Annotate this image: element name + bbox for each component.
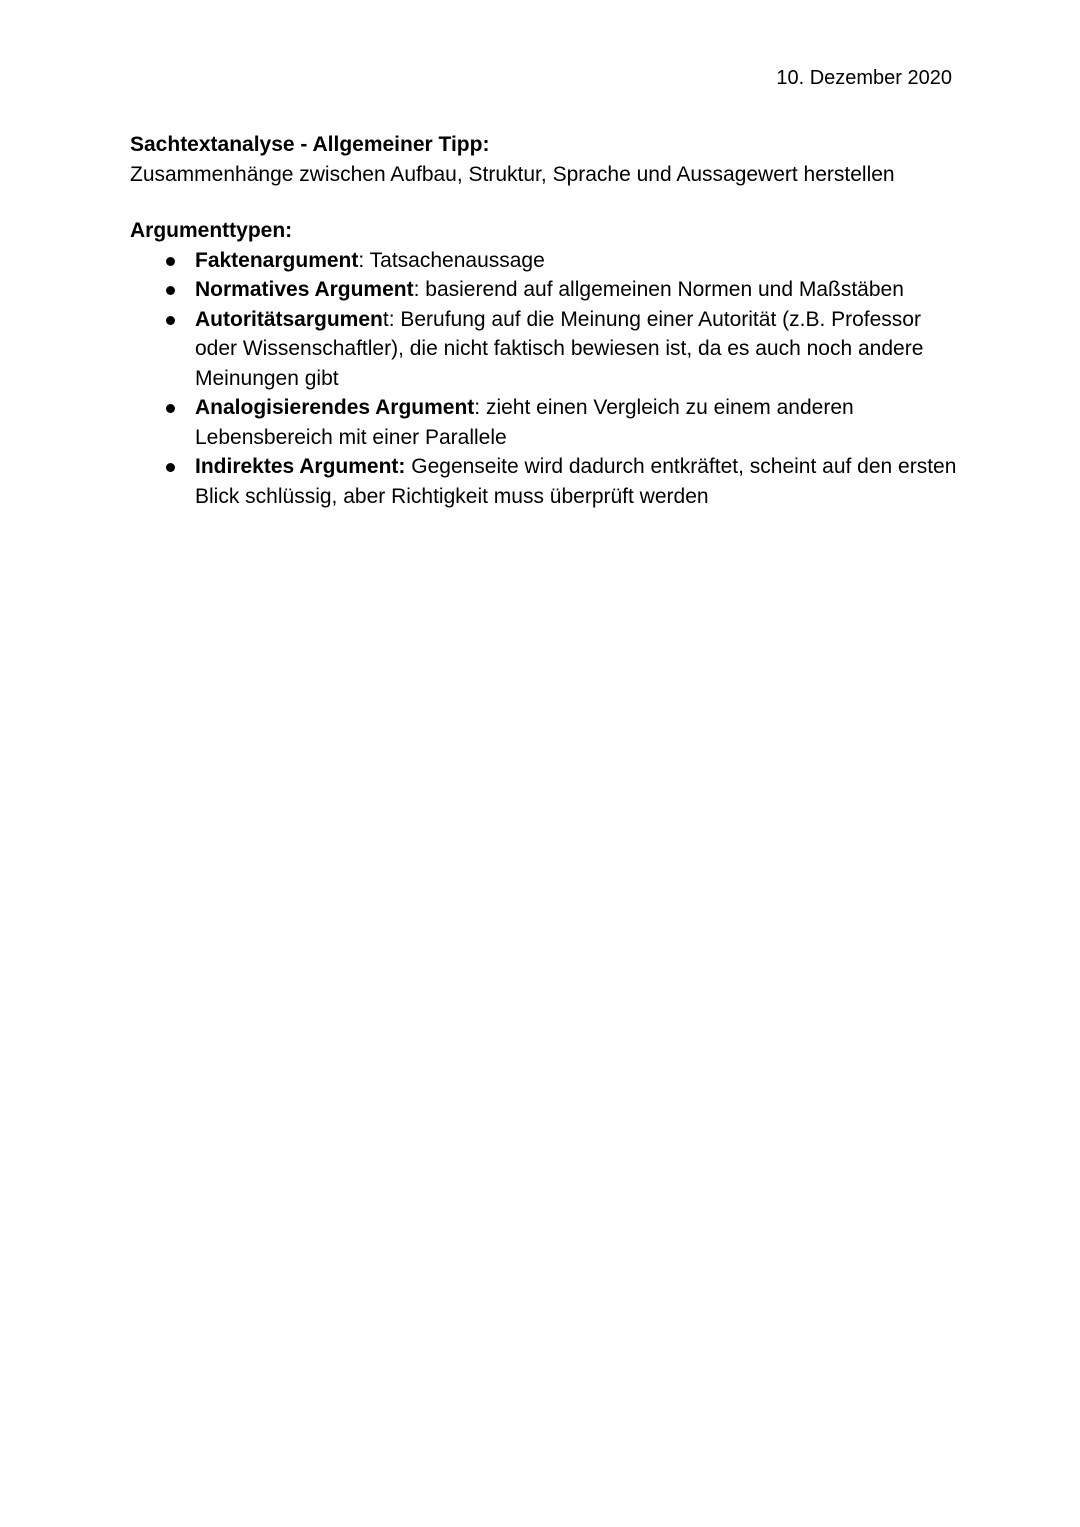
argument-description: t: Berufung auf die Meinung einer Autorität (z.B. Professor oder Wissenschaftler), die nicht faktisch bewiesen ist, da es auch noch andere Meinungen gibt	[195, 307, 924, 390]
bullet-icon	[166, 286, 175, 295]
bullet-icon	[166, 257, 175, 266]
argument-term: Normatives Argument	[195, 278, 414, 301]
argument-description: Gegenseite wird dadurch entkräftet, scheint auf den ersten Blick schlüssig, aber Richtigkeit muss überprüft werden	[195, 455, 957, 508]
argument-types-section	[130, 216, 960, 511]
argument-term: Faktenargument	[195, 248, 359, 272]
tip-section	[130, 130, 960, 189]
list-item	[130, 275, 960, 305]
tip-text: Zusammenhänge zwischen Aufbau, Struktur, Sprache und Aussagewert herstellen	[130, 162, 895, 186]
list-item	[130, 246, 960, 276]
list-item	[130, 452, 960, 511]
document-date: 10. Dezember 2020	[776, 67, 952, 89]
bullet-icon	[166, 316, 175, 325]
list-item	[130, 305, 960, 394]
argument-description: : zieht einen Vergleich zu einem anderen Lebensbereich mit einer Parallele	[195, 396, 854, 449]
list-item	[130, 393, 960, 452]
bullet-icon	[166, 404, 175, 413]
argument-description: : basierend auf allgemeinen Normen und Maßstäben	[413, 278, 904, 301]
argument-types-list	[130, 246, 960, 512]
tip-heading: Sachtextanalyse - Allgemeiner Tipp:	[130, 133, 490, 156]
argument-term: Autoritätsargumen	[195, 307, 383, 331]
argument-term: Indirektes Argument:	[195, 455, 406, 478]
bullet-icon	[166, 463, 175, 472]
argument-term: Analogisierendes Argument	[195, 396, 475, 419]
argument-description: : Tatsachenaussage	[358, 248, 545, 272]
argument-types-heading: Argumenttypen:	[130, 219, 293, 242]
